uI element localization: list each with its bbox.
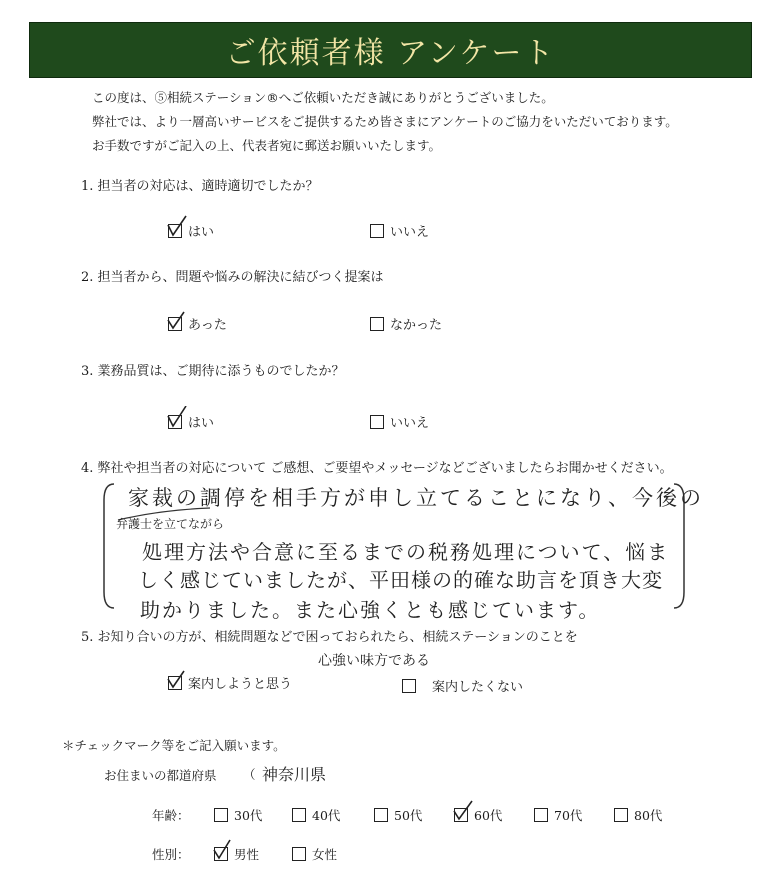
q5-yes-label: 案内しようと思う [188,677,293,692]
q3-no-checkbox[interactable] [370,415,384,429]
check-mark-icon [452,799,474,823]
age-checkbox-60[interactable] [454,808,468,822]
age-label: 年齢： [152,808,190,823]
q5-yes-option[interactable] [168,673,292,692]
age-label-70: 70代 [554,808,583,823]
q1-no-checkbox[interactable] [370,224,384,238]
age-label-60: 60代 [474,808,503,823]
age-option-70[interactable] [534,806,582,824]
check-mark-icon [166,308,188,332]
age-option-50[interactable] [374,806,422,824]
gender-label: 性別： [152,847,190,862]
question-3: 3. 業務品質は、ご期待に添うものでしたか？ [81,364,345,379]
check-mark-icon [212,838,234,862]
q2-yes-checkbox[interactable] [168,317,182,331]
age-option-30[interactable] [214,806,262,824]
gender-option-male[interactable] [214,845,259,863]
check-mark-icon [166,406,188,430]
q5-no-checkbox[interactable] [402,679,416,693]
question-4: 4. 弊社や担当者の対応について ご感想、ご要望やメッセージなどございましたらお聞かせください。 [81,461,673,476]
q3-yes-option[interactable] [168,412,214,431]
q3-no-label: いいえ [390,416,430,431]
q1-yes-label: はい [188,225,215,240]
q2-yes-option[interactable] [168,314,227,333]
q1-no-label: いいえ [390,225,430,240]
age-option-40[interactable] [292,806,340,824]
age-option-80[interactable] [614,806,662,824]
check-mark-icon [166,215,188,239]
age-checkbox-80[interactable] [614,808,628,822]
question-5: 5. お知り合いの方が、相続問題などで困っておられたら、相続ステーションのことを [81,630,578,645]
intro-line-2: 弊社では、より一層高いサービスをご提供するため皆さまにアンケートのご協力をいただいております。 [92,114,678,129]
age-checkbox-40[interactable] [292,808,306,822]
intro-line-1: この度は、⑤相続ステーション®へご依頼いただき誠にありがとうございました。 [92,90,554,105]
q3-yes-label: はい [188,416,215,431]
age-option-60[interactable] [454,806,502,824]
age-checkbox-50[interactable] [374,808,388,822]
q1-no-option[interactable] [370,221,429,240]
age-label-50: 50代 [394,808,423,823]
q5-no-option[interactable] [402,676,523,695]
q5-yes-checkbox[interactable] [168,676,182,690]
age-checkbox-30[interactable] [214,808,228,822]
title-banner [29,22,752,78]
q3-no-option[interactable] [370,412,429,431]
q2-no-option[interactable] [370,314,442,333]
prefecture-label: お住まいの都道府県 [104,768,217,783]
age-label-40: 40代 [312,808,341,823]
q5-annotation: 心強い味方である [318,653,430,669]
answer-line-2: 処理方法や合意に至るまでの税務処理について、悩ま [142,540,670,564]
page-title: ご依頼者様 アンケート [225,36,556,71]
age-label-30: 30代 [234,808,263,823]
check-mark-icon [166,667,188,691]
age-label-80: 80代 [634,808,663,823]
q5-no-label: 案内したくない [432,680,524,695]
question-2: 2. 担当者から、問題や悩みの解決に結びつく提案は [81,270,384,285]
q1-yes-checkbox[interactable] [168,224,182,238]
q2-no-label: なかった [390,318,443,333]
prefecture-value[interactable]: 神奈川県 [262,765,327,784]
footer-note: ＊チェックマーク等をご記入願います。 [62,738,286,753]
gender-male-label: 男性 [234,847,260,862]
gender-option-female[interactable] [292,845,337,863]
prefecture-open-paren: （ [243,767,256,782]
q2-no-checkbox[interactable] [370,317,384,331]
answer-line-1: 家裁の調停を相手方が申し立てることになり、今後の [128,486,704,510]
gender-female-label: 女性 [312,847,338,862]
q2-yes-label: あった [188,318,227,333]
answer-line-3: しく感じていましたが、平田様の的確な助言を頂き大変 [138,568,663,592]
answer-line-4: 助かりました。また心強くとも感じています。 [140,598,601,622]
gender-checkbox-female[interactable] [292,847,306,861]
question-1: 1. 担当者の対応は、適時適切でしたか？ [81,179,319,194]
gender-checkbox-male[interactable] [214,847,228,861]
age-checkbox-70[interactable] [534,808,548,822]
intro-line-3: お手数ですがご記入の上、代表者宛に郵送お願いいたします。 [92,138,442,153]
q3-yes-checkbox[interactable] [168,415,182,429]
q1-yes-option[interactable] [168,221,214,240]
answer-insert: 弁護士を立てながら [116,517,225,531]
